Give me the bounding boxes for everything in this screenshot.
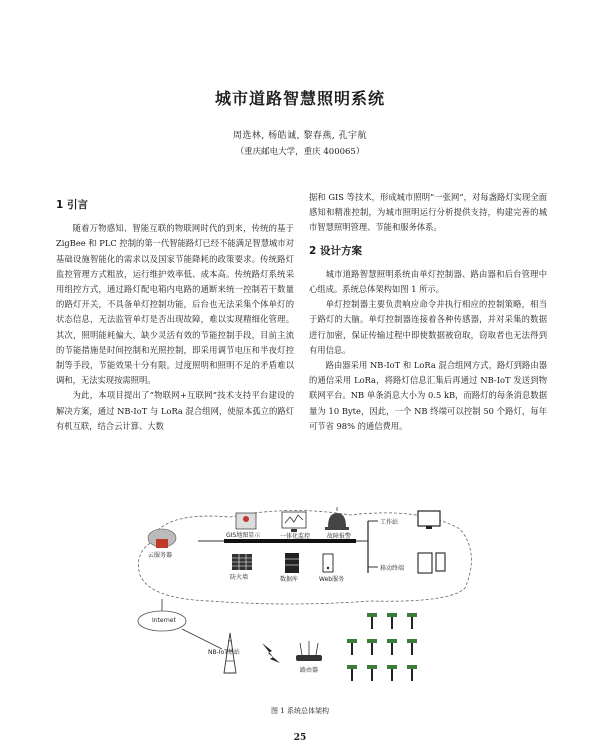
label-nbiot: NB-IoT基站 <box>208 649 240 656</box>
gis-map-icon <box>236 513 256 529</box>
section-heading-intro: 1 引言 <box>56 199 88 211</box>
design-paragraph-3: 路由器采用 NB-IoT 和 LoRa 混合组网方式，路灯到路由器的通信采用 LoRa，将路灯信息汇集后再通过 NB-IoT 发送到物联网平台。NB 单条消息大小为 0.5 kB，而路灯的每条消息数据量为 10 Byte，因此，一个 NB 终端可以控制 50 个路灯，每年可节省 98% 的通信费用。 <box>309 360 547 431</box>
label-web: Web服务 <box>319 576 345 583</box>
mobile-terminal-icon <box>418 553 445 573</box>
design-paragraph-2: 单灯控制器主要负责响应命令并执行相应的控制策略，相当于路灯的大脑。单灯控制器连接着各种传感器，并对采集的数据进行加密，保证传输过程中即使数据被窃取，窃取者也无法得到有用信息。 <box>309 299 547 355</box>
label-firewall: 防火墙 <box>230 574 249 581</box>
intro-paragraph-2: 为此，本项目提出了“物联网+互联网”技术支持平台建设的解决方案，通过 NB-IoT 与 LoRa 混合组网，使原本孤立的路灯有机互联，结合云计算、大数 <box>56 390 294 431</box>
web-service-icon <box>323 554 333 572</box>
intro-paragraph-1: 随着万物感知、智能互联的物联网时代的到来，传统的基于 ZigBee 和 PLC 控制的第一代智能路灯已经不能满足智慧城市对基础设施智能化的需求以及国家节能降耗的政策要求。传统路灯监控管理方式粗放，运行维护效率低、成本高。传统路灯系统采用组控方式，通过路灯配电箱内电路的通断来统一控制若干数量的路灯开关，不具备单灯控制功能，后台也无法采集个体单灯的状态信息，无法监管单灯是否出现故障，难以实现精细化管理。其次，照明能耗偏大，缺少灵活有效的节能控制手段，目前主流的节能措施是时间控制和光照控制，即采用调节电压和半夜灯控制等手段，节能效果十分有限。过度照明和照明不足的矛盾难以调和，无法实现按需照明。 <box>56 223 294 386</box>
design-paragraph-1: 城市道路智慧照明系统由单灯控制器、路由器和后台管理中心组成。系统总体架构如图 1 所示。 <box>309 268 547 295</box>
affiliation: （重庆邮电大学，重庆 400065） <box>235 147 365 157</box>
fault-alarm-icon <box>325 507 349 530</box>
label-router: 路由器 <box>300 667 319 674</box>
label-cloud-server: 云服务器 <box>148 552 173 559</box>
intro-paragraph-2-continued: 据和 GIS 等技术，形成城市照明“一张网”，对每盏路灯实现全面感知和精准控制，为城市照明运行分析提供支持，构建完善的城市智慧照明管理、节能和服务体系。 <box>309 192 547 233</box>
label-monitor: 一体化监控 <box>280 533 311 540</box>
firewall-icon <box>232 554 252 570</box>
label-internet: Internet <box>152 617 176 624</box>
cloud-server-icon <box>148 529 176 548</box>
paper-title: 城市道路智慧照明系统 <box>214 89 385 108</box>
workstation-icon <box>418 511 440 529</box>
database-icon <box>285 553 299 573</box>
left-column <box>56 190 294 434</box>
architecture-diagram <box>120 503 520 713</box>
wireless-link-icon <box>262 643 280 663</box>
label-alarm: 故障报警 <box>327 533 352 540</box>
label-gis: GIS地图显示 <box>226 532 261 539</box>
figure-caption: 图 1 系统总体架构 <box>271 707 329 715</box>
page-number: 25 <box>293 733 307 743</box>
architecture-figure <box>120 503 520 713</box>
router-icon <box>296 641 322 661</box>
integrated-monitor-icon <box>282 512 306 532</box>
right-column <box>309 190 547 434</box>
label-mobile: 移动终端 <box>380 565 405 572</box>
section-heading-design: 2 设计方案 <box>309 244 362 257</box>
label-database: 数据库 <box>280 576 299 583</box>
label-workstation: 工作站 <box>380 519 399 526</box>
authors: 周选林, 杨皓诚, 黎春燕, 孔宇航 <box>232 131 368 141</box>
streetlight-group <box>347 613 417 681</box>
